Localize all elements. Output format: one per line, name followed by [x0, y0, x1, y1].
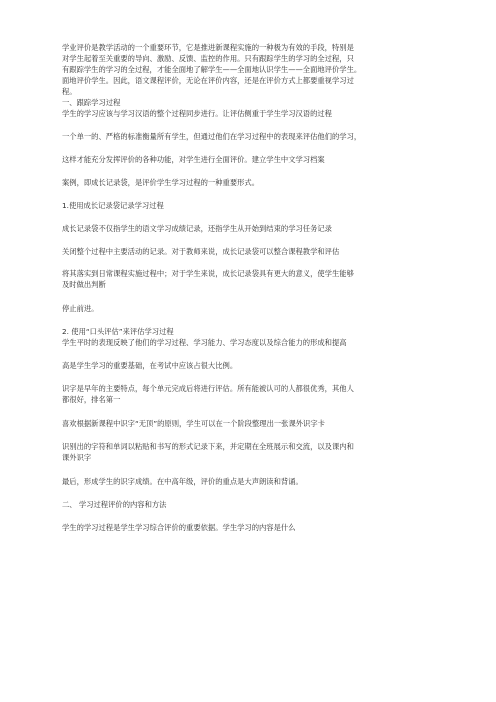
subheading-2: 2. 使用“口头评估”来评估学习过程 [62, 327, 174, 336]
paragraph-10: 学生平时的表现反映了他们的学习过程、学习能力、学习态度以及综合能力的形成和提高 [62, 338, 347, 347]
paragraph-14-line-1: 识别出的字符和单词以粘贴和书写的形式记录下来，并定期在全班展示和交流，以及课内和 [62, 442, 354, 451]
section-heading-2: 二、 学习过程评价的内容和方法 [62, 500, 167, 509]
paragraph-14-line-2: 课外识字 [62, 453, 92, 462]
paragraph-1-line-5: 程。 [62, 87, 77, 96]
paragraph-12-line-2: 都很好，排名第一 [62, 395, 121, 404]
paragraph-7: 关闭整个过程中主要活动的记录。对于教师来说，成长记录袋可以整合课程教学和评估 [62, 247, 340, 256]
paragraph-13: 喜欢根据新课程中识字“无顶”的原则，学生可以在一个阶段整理出一张课外识字卡 [62, 419, 325, 428]
paragraph-8-line-1: 将其落实到日常课程实施过程中；对于学生来说，成长记录袋具有更大的意义，使学生能够 [62, 269, 354, 278]
paragraph-3: 一个单一的、严格的标准衡量所有学生，但通过他们在学习过程中的表现来评估他们的学习， [62, 132, 362, 141]
paragraph-15: 最后，形成学生的识字成绩。在中高年级，评价的重点是大声朗读和背诵。 [62, 477, 303, 486]
paragraph-11: 高是学生学习的重要基础，在考试中应该占很大比例。 [62, 361, 238, 370]
paragraph-1-line-4: 面地评价学生。因此，语文课程评价，无论在评价内容，还是在评价方式上都要重视学习过 [62, 76, 354, 85]
paragraph-1-line-3: 有跟踪学生的学习的全过程，才能全面地了解学生——全面地认识学生——全面地评价学生。 [62, 65, 362, 74]
paragraph-16: 学生的学习过程是学生学习综合评价的重要依据。学生学习的内容是什么 [62, 523, 296, 532]
paragraph-9: 停止前进。 [62, 304, 99, 313]
paragraph-8-line-2: 及时做出判断 [62, 280, 106, 289]
paragraph-5: 案例，即成长记录袋，是评价学生学习过程的一种重要形式。 [62, 178, 260, 187]
paragraph-2: 学生的学习应该与学习汉语的整个过程同步进行。让评估侧重于学生学习汉语的过程 [62, 109, 332, 118]
paragraph-12-line-1: 识字是早年的主要特点，每个单元完成后将进行评估。所有能被认可的人都很优秀，其他人 [62, 384, 354, 393]
paragraph-1-line-1: 学业评价是教学活动的一个重要环节，它是推进新课程实施的一种极为有效的手段，特别是 [62, 43, 354, 52]
section-heading-1: 一、跟踪学习过程 [62, 98, 121, 107]
subheading-1: 1.使用成长记录袋记录学习过程 [62, 201, 164, 210]
paragraph-1-line-2: 对学生起着至关重要的导向、激励、反馈、监控的作用。只有跟踪学生的学习的全过程，只 [62, 54, 354, 63]
paragraph-6: 成长记录袋不仅指学生的语文学习成绩记录，还指学生从开始到结束的学习任务记录 [62, 224, 332, 233]
paragraph-4: 这样才能充分发挥评价的各种功能，对学生进行全面评价。建立学生中文学习档案 [62, 155, 325, 164]
